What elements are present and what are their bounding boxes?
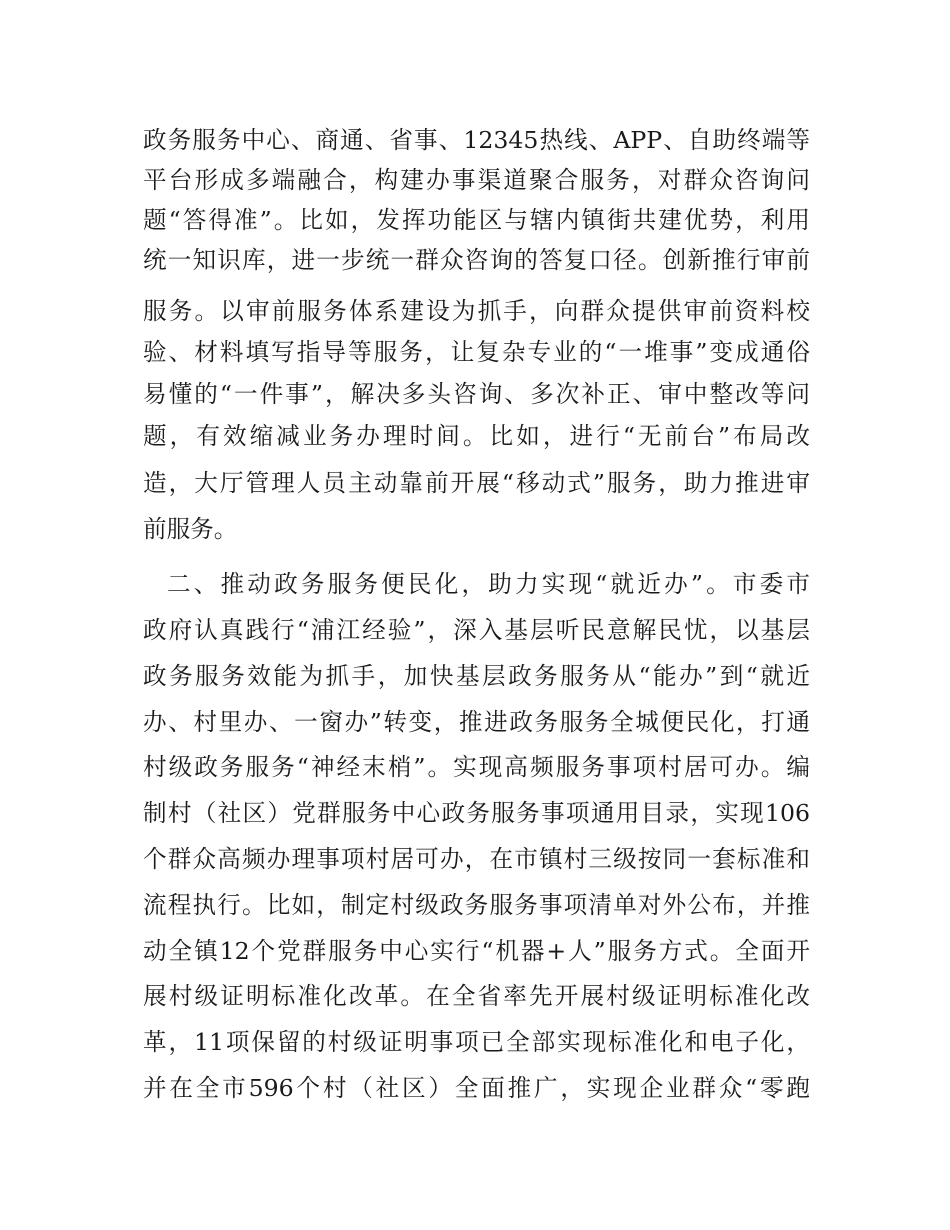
text-line: 政务服务效能为抓手，加快基层政务服务从“能办”到“就近: [143, 662, 810, 690]
text-line: 动全镇12个党群服务中心实行“机器+人”服务方式。全面开: [143, 937, 810, 965]
text-line: 验、材料填写指导等服务，让复杂专业的“一堆事”变成通俗: [143, 338, 810, 366]
text-line: 办、村里办、一窗办”转变，推进政务服务全城便民化，打通: [143, 708, 810, 736]
text-line: 流程执行。比如，制定村级政务服务事项清单对外公布，并推: [143, 891, 810, 919]
text-line: 前服务。: [143, 515, 238, 543]
text-line: 二、推动政务服务便民化，助力实现“就近办”。市委市: [167, 570, 810, 598]
text-line: 政府认真践行“浦江经验”，深入基层听民意解民忧，以基层: [143, 616, 810, 644]
text-line: 制村（社区）党群服务中心政务服务事项通用目录，实现106: [143, 799, 810, 827]
text-line: 题“答得准”。比如，发挥功能区与辖内镇街共建优势，利用: [143, 206, 810, 234]
text-line: 并在全市596个村（社区）全面推广，实现企业群众“零跑: [143, 1074, 810, 1102]
text-line: 政务服务中心、商通、省事、12345热线、APP、自助终端等: [143, 126, 810, 154]
text-line: 统一知识库，进一步统一群众咨询的答复口径。创新推行审前: [143, 246, 810, 274]
text-line: 易懂的“一件事”，解决多头咨询、多次补正、审中整改等问: [143, 380, 810, 408]
text-line: 题，有效缩减业务办理时间。比如，进行“无前台”布局改: [143, 422, 810, 450]
text-line: 展村级证明标准化改革。在全省率先开展村级证明标准化改: [143, 982, 810, 1010]
text-line: 服务。以审前服务体系建设为抓手，向群众提供审前资料校: [143, 297, 810, 325]
text-line: 革，11项保留的村级证明事项已全部实现标准化和电子化，: [143, 1028, 810, 1056]
text-line: 平台形成多端融合，构建办事渠道聚合服务，对群众咨询问: [143, 166, 810, 194]
text-line: 造，大厅管理人员主动靠前开展“移动式”服务，助力推进审: [143, 469, 810, 497]
text-line: 个群众高频办理事项村居可办，在市镇村三级按同一套标准和: [143, 845, 810, 873]
text-line: 村级政务服务“神经末梢”。实现高频服务事项村居可办。编: [143, 753, 810, 781]
